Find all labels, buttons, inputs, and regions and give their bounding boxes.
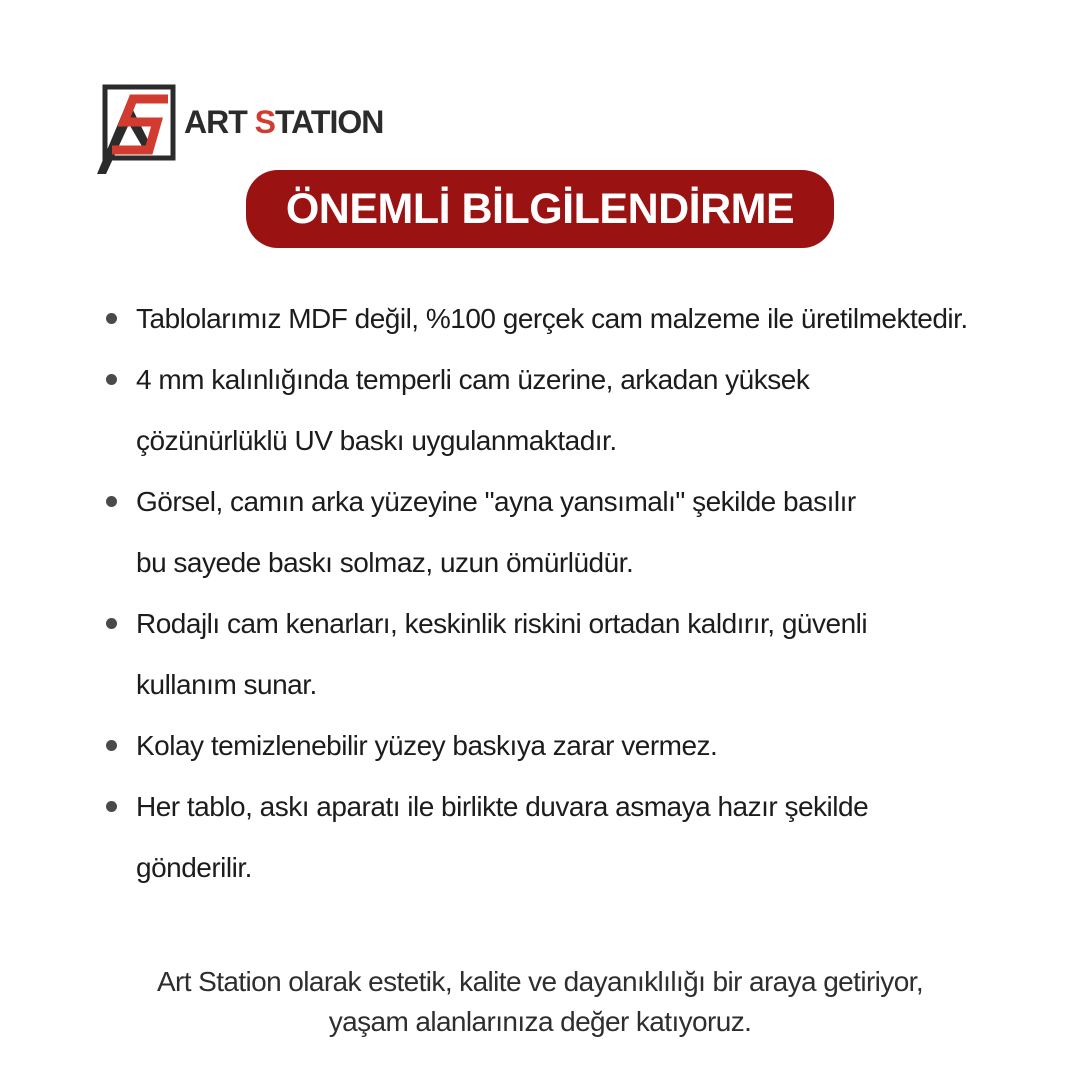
bullet-line: Tablolarımız MDF değil, %100 gerçek cam malzeme ile üretilmektedir. xyxy=(136,303,968,334)
list-item xyxy=(106,776,1016,898)
footer-line-2: yaşam alanlarınıza değer katıyoruz. xyxy=(328,1006,752,1037)
bullet-line: Her tablo, askı aparatı ile birlikte duvara asmaya hazır şekilde xyxy=(136,791,869,822)
list-item xyxy=(106,288,1016,349)
wordmark-part1: ART xyxy=(184,104,255,140)
bullet-line: kullanım sunar. xyxy=(136,669,317,700)
as-monogram-icon xyxy=(95,78,183,182)
footer-line-1: Art Station olarak estetik, kalite ve dayanıklılığı bir araya getiriyor, xyxy=(156,966,924,997)
bullet-dot-icon xyxy=(106,374,117,385)
bullet-line: 4 mm kalınlığında temperli cam üzerine, arkadan yüksek xyxy=(136,364,810,395)
bullet-line: Rodajlı cam kenarları, keskinlik riskini ortadan kaldırır, güvenli xyxy=(136,608,868,639)
list-item xyxy=(106,715,1016,776)
bullet-line: Görsel, camın arka yüzeyine "ayna yansımalı" şekilde basılır xyxy=(136,486,856,517)
list-item xyxy=(106,471,1016,593)
bullet-dot-icon xyxy=(106,801,117,812)
bullet-line: gönderilir. xyxy=(136,852,252,883)
wordmark-accent: S xyxy=(254,104,275,140)
list-item xyxy=(106,349,1016,471)
bullet-line: bu sayede baskı solmaz, uzun ömürlüdür. xyxy=(136,547,634,578)
list-item xyxy=(106,593,1016,715)
brand-wordmark xyxy=(184,104,383,141)
info-banner xyxy=(246,170,834,248)
bullet-dot-icon xyxy=(106,618,117,629)
bullet-line: Kolay temizlenebilir yüzey baskıya zarar vermez. xyxy=(136,730,718,761)
wordmark-part2: TATION xyxy=(275,104,384,140)
bullet-dot-icon xyxy=(106,313,117,324)
banner-title: ÖNEMLİ BİLGİLENDİRME xyxy=(285,184,795,233)
footer-tagline xyxy=(0,962,1080,1042)
bullet-dot-icon xyxy=(106,496,117,507)
bullet-dot-icon xyxy=(106,740,117,751)
bullet-line: çözünürlüklü UV baskı uygulanmaktadır. xyxy=(136,425,617,456)
bullet-list xyxy=(106,288,1016,898)
